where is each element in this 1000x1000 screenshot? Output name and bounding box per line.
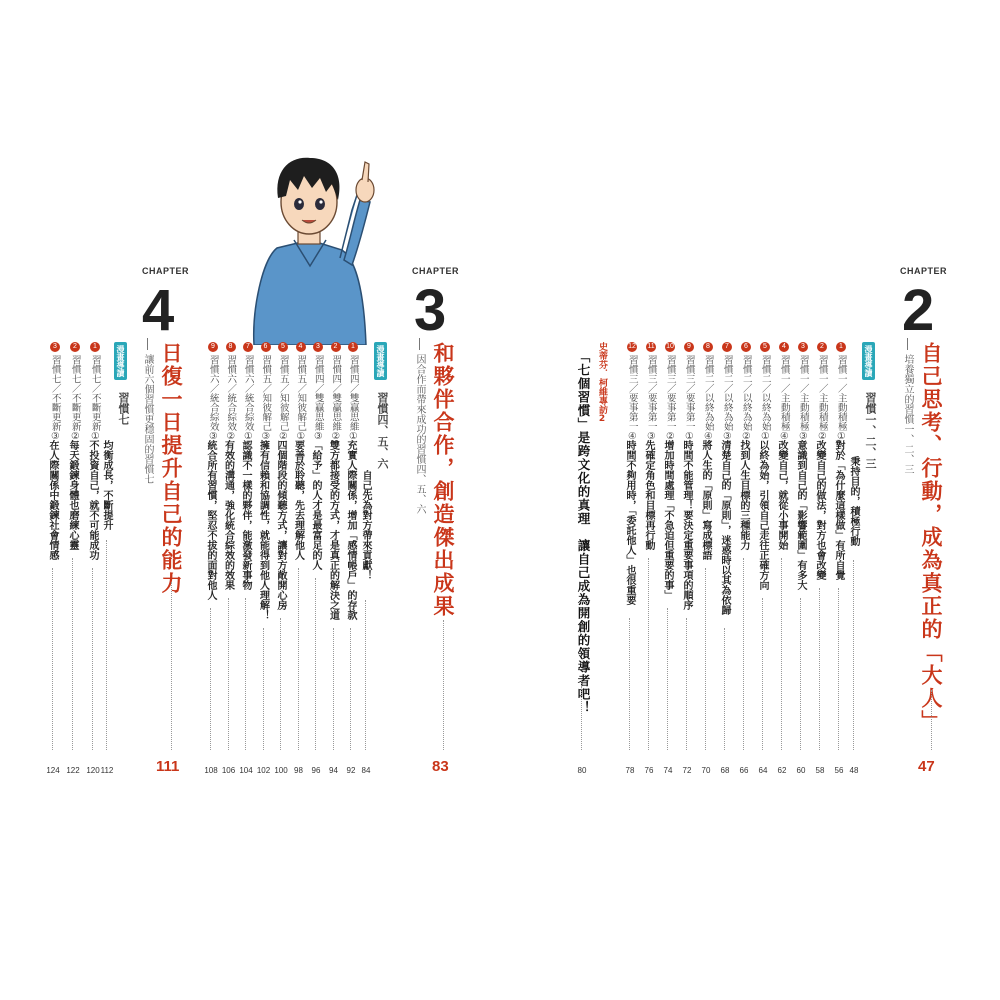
chapter-number: 2	[902, 278, 935, 343]
item-number-badge: 6	[261, 342, 271, 352]
right-page	[500, 0, 1000, 1000]
page-number: 58	[815, 766, 825, 775]
section-label: 習慣一、二、三	[864, 392, 877, 469]
page-number: 120	[86, 766, 100, 775]
leader-line	[228, 598, 229, 750]
section-description: 均衡成長，不斷提升	[101, 440, 112, 530]
toc-item[interactable]	[663, 342, 677, 442]
leader-line	[333, 628, 334, 750]
page-number: 124	[46, 766, 60, 775]
item-number-badge: 6	[741, 342, 751, 352]
toc-item[interactable]	[329, 342, 343, 442]
item-description: 要善於聆聽，先去理解他人	[292, 440, 304, 560]
chapter-label: CHAPTER	[142, 266, 190, 276]
manga-guide-badge: 漫畫導讀	[862, 342, 875, 380]
item-description: 將人生的「原則」寫成標語	[700, 440, 711, 560]
item-section-label: 習慣四／雙贏思維①	[347, 355, 359, 442]
item-section-label: 習慣七／不斷更新③	[49, 355, 61, 442]
toc-item[interactable]	[796, 342, 810, 442]
item-section-label: 習慣四／雙贏思維③	[312, 355, 324, 442]
item-number-badge: 4	[779, 342, 789, 352]
toc-item[interactable]	[68, 342, 82, 442]
toc-item[interactable]	[834, 342, 848, 442]
chapter-page-number: 111	[156, 758, 180, 775]
chapter-number: 4	[142, 278, 175, 343]
item-description: 以終為始，引領自己走往正確方向	[757, 440, 768, 590]
chapter-title: 和夥伴合作，創造傑出成果	[431, 342, 455, 618]
chapter-title: 自己思考、行動，成為真正的「大人」	[919, 342, 943, 733]
leader-line	[762, 598, 763, 750]
toc-item[interactable]	[48, 342, 62, 442]
item-number-badge: 9	[208, 342, 218, 352]
chapter-subtitle: 培養獨立的習慣一、二、三	[902, 354, 913, 474]
page-number: 78	[625, 766, 635, 775]
toc-item[interactable]	[815, 342, 829, 442]
item-section-label: 習慣四／雙贏思維②	[330, 355, 342, 442]
chapter-label: CHAPTER	[900, 266, 948, 276]
leader-line	[210, 608, 211, 750]
toc-item[interactable]	[625, 342, 639, 442]
item-section-label: 習慣五／知彼解己②	[277, 355, 289, 442]
item-description: 意識到自己的「影響範圍」有多大	[795, 440, 806, 590]
toc-item[interactable]	[644, 342, 658, 442]
toc-item[interactable]	[739, 342, 753, 442]
item-number-badge: 10	[666, 343, 674, 350]
item-number-badge: 9	[684, 342, 694, 352]
toc-item[interactable]	[224, 342, 238, 442]
page-number: 68	[720, 766, 730, 775]
item-number-badge: 2	[70, 342, 80, 352]
page-number: 100	[274, 766, 288, 775]
item-section-label: 習慣三／要事第一①	[683, 355, 695, 442]
interview-label: 史蒂芬．柯維專訪2	[597, 342, 607, 424]
item-number-badge: 12	[628, 343, 636, 350]
item-section-label: 習慣六／統合綜效①	[242, 355, 254, 442]
item-number-badge: 1	[836, 342, 846, 352]
item-section-label: 習慣三／要事第一④	[626, 355, 638, 442]
leader-line	[705, 568, 706, 750]
item-description: 對於「為什麼這樣做」有所自覺	[833, 440, 844, 580]
item-number-badge: 4	[296, 342, 306, 352]
item-number-badge: 5	[278, 342, 288, 352]
item-section-label: 習慣三／要事第一②	[664, 355, 676, 442]
item-description: 認識不一樣的夥伴，能激發新事物	[240, 440, 251, 590]
item-description: 在人際關係中鍛鍊社會情感	[47, 440, 58, 560]
page-number: 72	[682, 766, 692, 775]
item-section-label: 習慣二／以終為始③	[721, 355, 733, 442]
leader-line	[629, 618, 630, 750]
item-number-badge: 11	[647, 343, 655, 350]
item-section-label: 習慣六／統合綜效②	[225, 355, 237, 442]
item-description: 四個階段的傾聽方式，讓對方敞開心房	[275, 440, 286, 610]
leader-line	[686, 618, 687, 750]
item-description: 統合所有習慣，堅忍不拔的面對他人	[205, 440, 216, 600]
toc-item[interactable]	[720, 342, 734, 442]
page-number: 108	[204, 766, 218, 775]
toc-item[interactable]	[311, 342, 325, 442]
item-section-label: 習慣一／主動積極③	[797, 355, 809, 442]
leader-line	[800, 598, 801, 750]
item-description: 雙方都接受的方式，才是真正的解決之道	[327, 440, 339, 620]
item-description: 改變自己，就從小事開始	[776, 440, 787, 550]
manga-guide-badge: 漫畫導讀	[374, 342, 387, 380]
item-number-badge: 2	[817, 342, 827, 352]
page-number: 74	[663, 766, 673, 775]
item-section-label: 習慣七／不斷更新②	[69, 355, 81, 442]
subtitle-rule	[419, 338, 420, 350]
page-number: 102	[256, 766, 271, 775]
item-section-label: 習慣五／知彼解己③	[260, 355, 272, 442]
item-description: 有效的溝通，強化統合綜效的效果	[222, 440, 234, 590]
item-description: 增加時間處理「不急迫但重要的事」	[662, 440, 673, 600]
interview-title[interactable]: 「七個習慣」是跨文化的真理 讓自己成為開創的領導者吧！	[576, 350, 591, 715]
page-number: 112	[100, 766, 114, 775]
item-section-label: 習慣二／以終為始①	[759, 355, 771, 442]
page-number: 98	[294, 766, 303, 775]
page-number: 76	[644, 766, 654, 775]
toc-item[interactable]	[758, 342, 772, 442]
item-number-badge: 2	[331, 342, 341, 352]
page-number: 48	[849, 766, 859, 775]
item-description: 「給予」的人才是最富足的人	[310, 440, 321, 570]
item-section-label: 習慣二／以終為始④	[702, 355, 714, 442]
leader-line	[350, 628, 351, 750]
item-description: 擁有信賴和協調性，就能得到他人理解！	[257, 440, 269, 620]
leader-line	[72, 558, 73, 750]
page-number: 122	[66, 766, 80, 775]
toc-item[interactable]	[701, 342, 715, 442]
item-number-badge: 7	[722, 342, 732, 352]
toc-item[interactable]	[206, 342, 220, 442]
leader-line	[931, 690, 932, 750]
leader-line	[298, 568, 299, 750]
leader-line	[92, 568, 93, 750]
leader-line	[315, 578, 316, 750]
page-number: 56	[834, 766, 844, 775]
item-description: 不投資自己，就不可能成功	[87, 440, 98, 560]
chapter-label: CHAPTER	[412, 266, 460, 276]
item-number-badge: 8	[226, 342, 236, 352]
leader-line	[365, 600, 366, 750]
page-number: 84	[361, 766, 371, 775]
item-description: 每天鍛鍊身體也磨練心靈	[67, 440, 78, 550]
item-number-badge: 8	[703, 342, 713, 352]
toc-item[interactable]	[682, 342, 696, 442]
item-section-label: 習慣一／主動積極①	[835, 355, 847, 442]
item-description: 改變自己的做法，對方也會改變	[814, 440, 825, 580]
item-section-label: 習慣一／主動積極②	[816, 355, 828, 442]
manga-character-illustration	[232, 140, 382, 345]
item-section-label: 習慣一／主動積極④	[778, 355, 790, 442]
toc-item[interactable]	[777, 342, 791, 442]
section-description: 自己先為對方帶來貢獻！	[360, 470, 371, 580]
item-number-badge: 3	[50, 342, 60, 352]
page-number: 64	[758, 766, 768, 775]
chapter-title: 日復一日提升自己的能力	[159, 342, 183, 595]
manga-guide-badge: 漫畫導讀	[114, 342, 127, 380]
page-number: 96	[311, 766, 321, 775]
leader-line	[838, 588, 839, 750]
item-description: 時間不能管理！要決定重要事項的順序	[681, 440, 692, 610]
leader-line	[667, 608, 668, 750]
section-label: 習慣四、五、六	[376, 392, 389, 469]
leader-line	[106, 540, 107, 750]
item-description: 時間不夠用時，「委託他人」也很重要	[624, 440, 635, 605]
page-number: 92	[346, 766, 356, 775]
section-description: 秉持目的，積極行動	[848, 456, 859, 546]
item-number-badge: 7	[243, 342, 253, 352]
item-number-badge: 3	[798, 342, 808, 352]
page-number: 104	[239, 766, 253, 775]
toc-header-item[interactable]	[862, 342, 876, 380]
chapter-page-number: 83	[432, 758, 449, 775]
toc-header-item[interactable]	[114, 342, 128, 380]
toc-item[interactable]	[294, 342, 308, 442]
section-label: 習慣七	[117, 392, 130, 425]
item-description: 清楚自己的「原則」，迷惑時以其為依歸	[719, 440, 730, 615]
toc-header-item[interactable]	[374, 342, 388, 380]
page-number: 70	[701, 766, 711, 775]
item-description: 充實人際關係，增加「感情帳戶」的存款	[345, 440, 356, 620]
page-number: 94	[329, 766, 338, 775]
leader-line	[819, 588, 820, 750]
page-number: 60	[796, 766, 806, 775]
page-number: 80	[577, 766, 587, 775]
leader-line	[581, 680, 582, 750]
toc-item[interactable]	[259, 342, 273, 442]
leader-line	[853, 560, 854, 750]
page-number: 62	[777, 766, 787, 775]
leader-line	[245, 598, 246, 750]
toc-item[interactable]	[346, 342, 360, 442]
leader-line	[280, 618, 281, 750]
toc-item[interactable]	[241, 342, 255, 442]
leader-line	[263, 628, 264, 750]
leader-line	[443, 620, 444, 750]
item-number-badge: 1	[348, 342, 358, 352]
toc-item[interactable]	[276, 342, 290, 442]
item-section-label: 習慣三／要事第一③	[645, 355, 657, 442]
item-section-label: 習慣二／以終為始②	[740, 355, 752, 442]
leader-line	[743, 558, 744, 750]
chapter-subtitle: 因合作而帶來成功的習慣四、五、六	[414, 354, 425, 514]
page-number: 106	[221, 766, 236, 775]
item-section-label: 習慣六／統合綜效③	[207, 355, 219, 442]
item-number-badge: 5	[760, 342, 770, 352]
item-section-label: 習慣五／知彼解己①	[295, 355, 307, 442]
page-number: 66	[739, 766, 749, 775]
chapter-number: 3	[414, 278, 447, 343]
chapter-subtitle: 讓前六個習慣更穩固的習慣七	[142, 354, 153, 484]
subtitle-rule	[907, 338, 908, 350]
toc-item[interactable]	[88, 342, 102, 442]
leader-line	[648, 558, 649, 750]
chapter-page-number: 47	[918, 758, 935, 775]
leader-line	[781, 558, 782, 750]
leader-line	[724, 628, 725, 750]
item-description: 找到人生目標的三種能力	[738, 440, 749, 550]
item-section-label: 習慣七／不斷更新①	[89, 355, 101, 442]
item-description: 先確定角色和目標再行動	[643, 440, 654, 550]
leader-line	[52, 568, 53, 750]
leader-line	[171, 582, 172, 750]
subtitle-rule	[147, 338, 148, 350]
item-number-badge: 1	[90, 342, 100, 352]
item-number-badge: 3	[313, 342, 323, 352]
